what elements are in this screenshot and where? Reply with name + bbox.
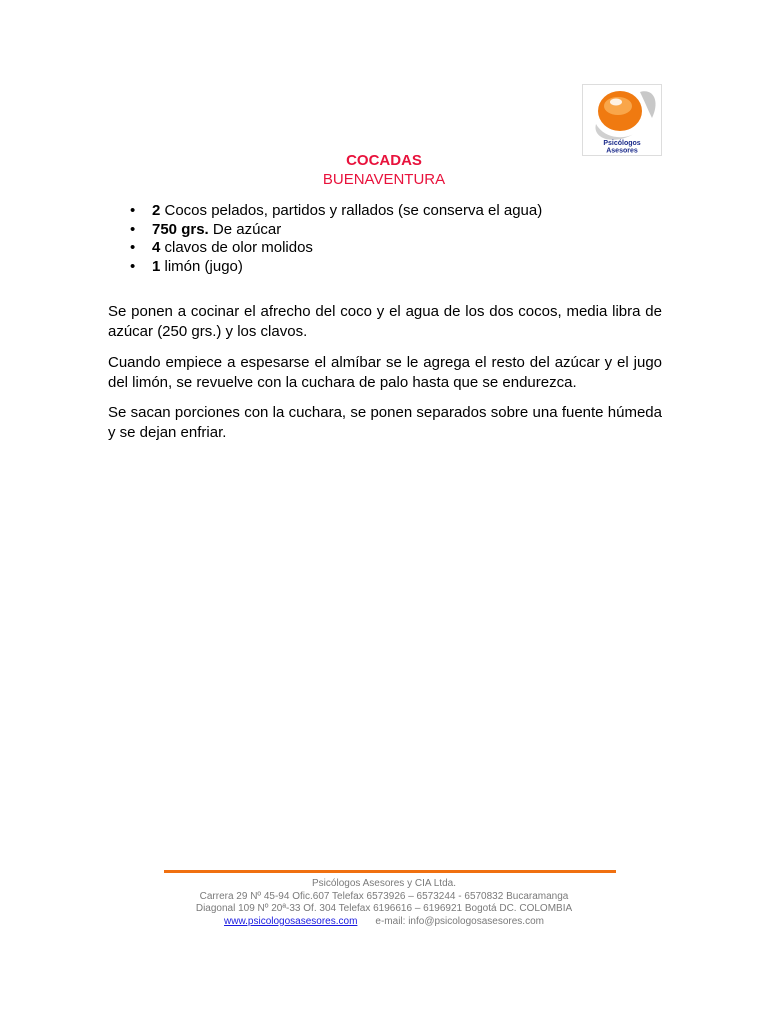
footer: [0, 878, 768, 928]
logo-graphic: [582, 84, 662, 156]
ingredient-text: Cocos pelados, partidos y rallados (se conserva el agua): [160, 202, 543, 219]
ingredient-item: [130, 258, 542, 277]
footer-email: e-mail: info@psicologosasesores.com: [375, 915, 544, 927]
ingredient-text: clavos de olor molidos: [160, 239, 313, 256]
footer-contact: [0, 916, 768, 929]
bullet: •: [130, 202, 136, 219]
ingredient-quantity: 4: [152, 239, 161, 256]
logo-text-line2: Asesores: [606, 147, 638, 155]
company-logo: [582, 84, 662, 156]
recipe-subtitle: BUENAVENTURA: [322, 171, 446, 188]
ingredient-quantity: 1: [152, 257, 161, 275]
instruction-paragraph-1: Se ponen a cocinar el afrecho del coco y el agua de los dos cocos, media libra de azúcar (250 grs.) y los clavos.: [108, 303, 662, 340]
footer-address-bucaramanga: Carrera 29 Nº 45-94 Ofic.607 Telefax 6573926 – 6573244 - 6570832 Bucaramanga: [199, 890, 569, 902]
ingredients-list: [130, 202, 542, 276]
ingredient-quantity: 750 grs.: [152, 220, 209, 238]
logo-text-line1: Psicólogos: [603, 140, 641, 147]
bullet: •: [130, 257, 136, 275]
footer-address-bogota: Diagonal 109 Nº 20ª-33 Of. 304 Telefax 6196616 – 6196921 Bogotá DC. COLOMBIA: [195, 903, 573, 914]
website-link[interactable]: www.psicologosasesores.com: [224, 915, 358, 927]
ingredient-item: [130, 202, 542, 221]
bullet: •: [130, 239, 136, 256]
footer-divider: [164, 870, 616, 873]
instruction-paragraph-2: Cuando empiece a espesarse el almíbar se le agrega el resto del azúcar y el jugo del limón, se revuelve con la cuchara de palo hasta que se endurezca.: [108, 354, 662, 391]
footer-company: Psicólogos Asesores y CIA Ltda.: [312, 878, 456, 889]
ingredient-item: [130, 221, 542, 240]
instruction-paragraph-3: Se sacan porciones con la cuchara, se ponen separados sobre una fuente húmeda y se dejan enfriar.: [108, 404, 662, 441]
ingredient-text: De azúcar: [208, 220, 282, 238]
recipe-title: COCADAS: [346, 152, 422, 169]
ingredient-text: limón (jugo): [160, 257, 243, 275]
ingredient-quantity: 2: [152, 202, 161, 219]
ingredient-item: [130, 239, 542, 258]
bullet: •: [130, 220, 136, 238]
